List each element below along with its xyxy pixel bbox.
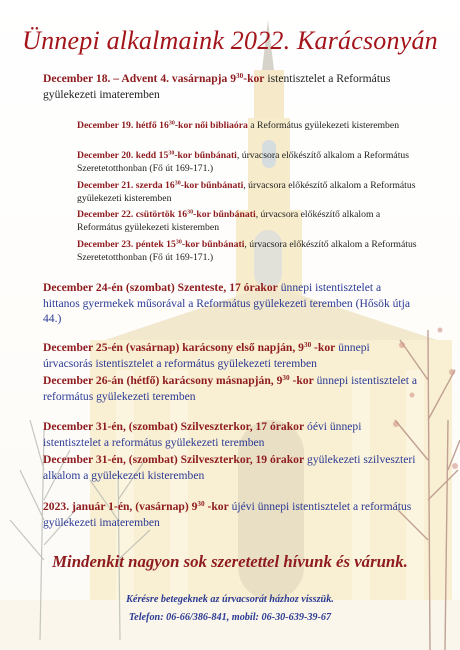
- event-description: , úrvacsora előkészítő alkalom a Református Szeretetotthonban (Fő út 169-171.): [77, 239, 417, 264]
- footer-phone: Telefon: 06-66/386-841, mobil: 06-30-639-39-67: [128, 612, 332, 623]
- event-date: December 24-én (szombat) Szenteste, 17 órakor: [43, 281, 278, 294]
- event-description: ünnepi istentisztelet a református gyülekezeti teremben: [43, 374, 418, 403]
- event-date: December 25-én (vasárnap) karácsony első napján, $9^{30}$ -kor: [43, 341, 336, 354]
- event-date: December 18. – Advent 4. vasárnapja $9^{30}$-kor: [43, 72, 265, 85]
- event-date: December 22. csütörtök $16^{30}$-kor bűnbánati: [77, 209, 256, 220]
- page-title: Ünnepi alkalmaink 2022. Karácsonyán: [22, 26, 438, 55]
- event-entry-dec19: [77, 119, 422, 132]
- event-entry-christmas-eve: [43, 280, 418, 327]
- event-date: December 31-én, (szombat) Szilveszterkor, 17 órakor: [43, 420, 305, 433]
- event-description: , úrvacsora előkészítő alkalom a Református Szeretetotthonban (Fő út 169-171.): [77, 150, 410, 175]
- event-description: , úrvacsora előkészítő alkalom a Református gyülekezeti kisteremben: [77, 180, 416, 205]
- event-entry-dec20: [77, 149, 422, 176]
- event-entry-dec21: [77, 179, 422, 206]
- event-description: újévi ünnepi istentisztelet a református gyülekezeti imateremben: [43, 500, 412, 529]
- event-date: December 31-én, (szombat) Szilveszterkor, 19 órakor: [43, 453, 305, 466]
- event-entry-christmas-day: [43, 340, 418, 371]
- event-description: óévi ünnepi istentisztelet a református gyülekezeti teremben: [43, 420, 362, 449]
- event-description: a Református gyülekezeti kisteremben: [247, 120, 400, 131]
- event-entry-boxing-day: [43, 373, 418, 404]
- event-entry-nye-gathering: [43, 452, 418, 483]
- event-description: , úrvacsora előkészítő alkalom a Református gyülekezeti kisteremben: [77, 209, 381, 234]
- event-date: December 19. hétfő $16^{30}$-kor női bibliaóra: [77, 120, 248, 131]
- event-entry-advent4: [43, 71, 418, 102]
- event-entry-new-year: [43, 499, 418, 530]
- event-entry-nye-service: [43, 419, 418, 450]
- event-date: 2023. január 1-én, (vasárnap) $9^{30}$ -kor: [43, 500, 229, 513]
- event-description: gyülekezeti szilveszteri alkalom a gyülekezeti kisteremben: [43, 453, 416, 482]
- event-date: December 23. péntek $15^{30}$-kor bűnbánati: [77, 239, 245, 250]
- event-date: December 21. szerda $16^{30}$-kor bűnbánati: [77, 180, 244, 191]
- event-entry-dec22: [77, 208, 422, 235]
- event-date: December 20. kedd $15^{30}$-kor bűnbánati: [77, 150, 237, 161]
- closing-invitation: Mindenkit nagyon sok szeretettel hívunk és várunk.: [52, 552, 408, 571]
- event-date: December 26-án (hétfő) karácsony másnapján, $9^{30}$ -kor: [43, 374, 314, 387]
- event-description: ünnepi úrvacsorás istentisztelet a református gyülekezeti teremben: [43, 341, 370, 370]
- footer-home-communion: Kérésre betegeknek az úrvacsorát házhoz visszük.: [126, 594, 334, 605]
- event-description: istentisztelet a Református gyülekezeti imateremben: [43, 72, 391, 101]
- event-description: ünnepi istentisztelet a hittanos gyermekek műsorával a Református gyülekezeti teremben (Hősök útja 44.): [43, 281, 411, 326]
- event-entry-dec23: [77, 238, 422, 265]
